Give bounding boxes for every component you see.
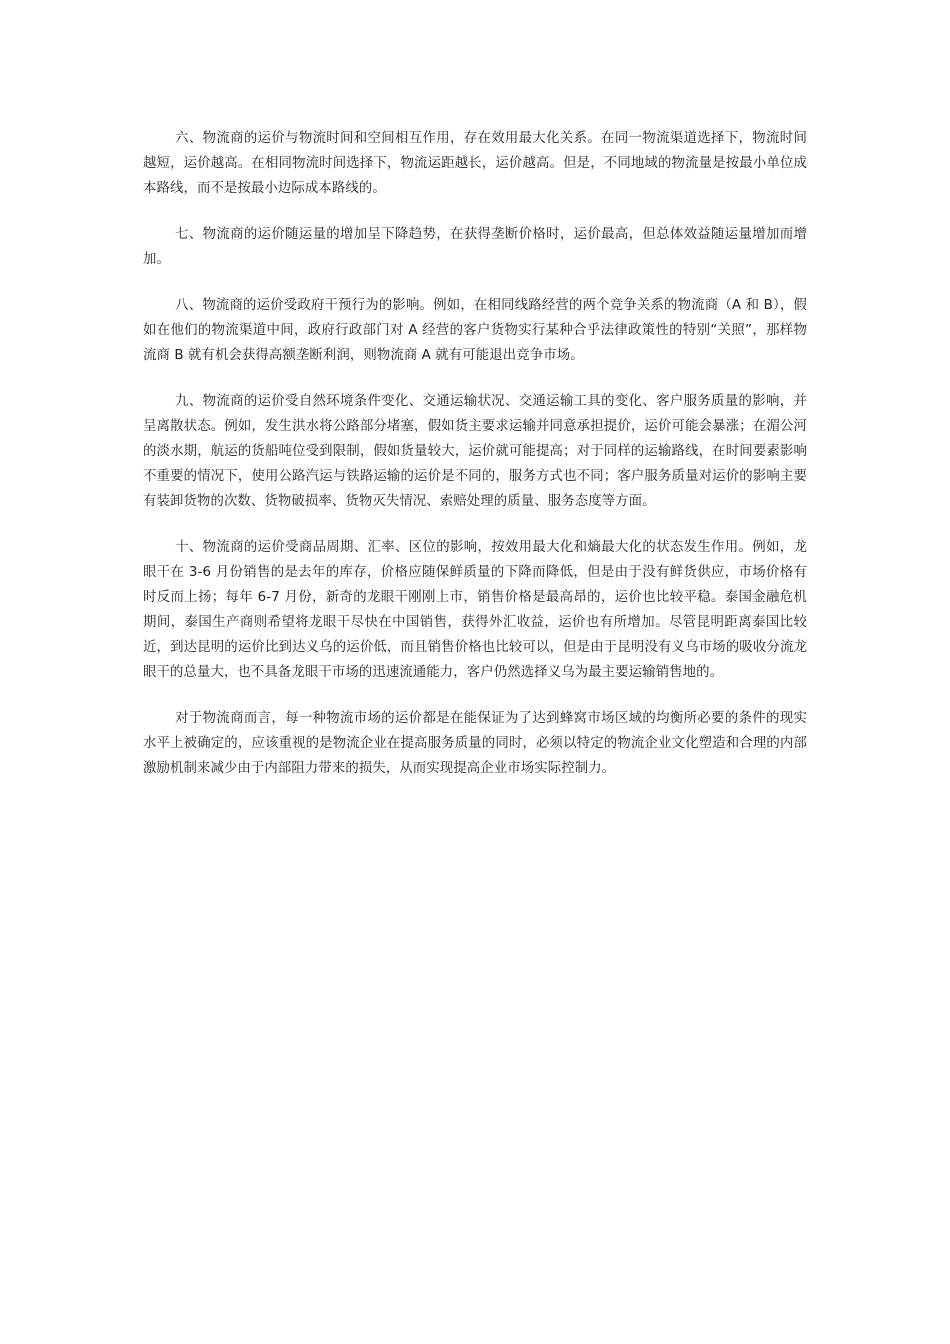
paragraph-conclusion: 对于物流商而言，每一种物流市场的运价都是在能保证为了达到蜂窝市场区域的均衡所必要的条件的现实水平上被确定的，应该重视的是物流企业在提高服务质量的同时，必须以特定的物流企业文化塑造和合理的内部激励机制来减少由于内部阻力带来的损失，从而实现提高企业市场实际控制力。 [143, 711, 807, 776]
paragraph-ten: 十、物流商的运价受商品周期、汇率、区位的影响，按效用最大化和熵最大化的状态发生作用。例如，龙眼干在 3-6 月份销售的是去年的库存，价格应随保鲜质量的下降而降低，但是由于没有鲜货供应，市场价格有时反而上扬；每年 6-7 月份，新奇的龙眼干刚刚上市，销售价格是最高昂的，运价也比较平稳。泰国金融危机期间，泰国生产商则希望将龙眼干尽快在中国销售，获得外汇收益，运价也有所增加。尽管昆明距离泰国比较近，到达昆明的运价比到达义乌的运价低，而且销售价格也比较可以，但是由于昆明没有义乌市场的吸收分流龙眼干的总量大，也不具备龙眼干市场的迅速流通能力，客户仍然选择义乌为最主要运输销售地的。 [143, 540, 807, 680]
paragraph-six: 六、物流商的运价与物流时间和空间相互作用，存在效用最大化关系。在同一物流渠道选择下，物流时间越短，运价越高。在相同物流时间选择下，物流运距越长，运价越高。但是，不同地域的物流量是按最小单位成本路线，而不是按最小边际成本路线的。 [143, 131, 807, 196]
paragraph-eight: 八、物流商的运价受政府干预行为的影响。例如，在相同线路经营的两个竞争关系的物流商（A 和 B），假如在他们的物流渠道中间，政府行政部门对 A 经营的客户货物实行某种合乎法律政策性的特别“关照”，那样物流商 B 就有机会获得高额垄断利润，则物流商 A 就有可能退出竞争市场。 [143, 298, 807, 363]
paragraph-nine: 九、物流商的运价受自然环境条件变化、交通运输状况、交通运输工具的变化、客户服务质量的影响，并呈离散状态。例如，发生洪水将公路部分堵塞，假如货主要求运输并同意承担提价，运价可能会暴涨；在湄公河的淡水期，航运的货船吨位受到限制，假如货量较大，运价就可能提高；对于同样的运输路线，在时间要素影响不重要的情况下，使用公路汽运与铁路运输的运价是不同的，服务方式也不同；客户服务质量对运价的影响主要有装卸货物的次数、货物破损率、货物灭失情况、索赔处理的质量、服务态度等方面。 [143, 394, 807, 509]
document-body [143, 126, 807, 802]
paragraph-seven: 七、物流商的运价随运量的增加呈下降趋势，在获得垄断价格时，运价最高，但总体效益随运量增加而增加。 [143, 227, 807, 267]
